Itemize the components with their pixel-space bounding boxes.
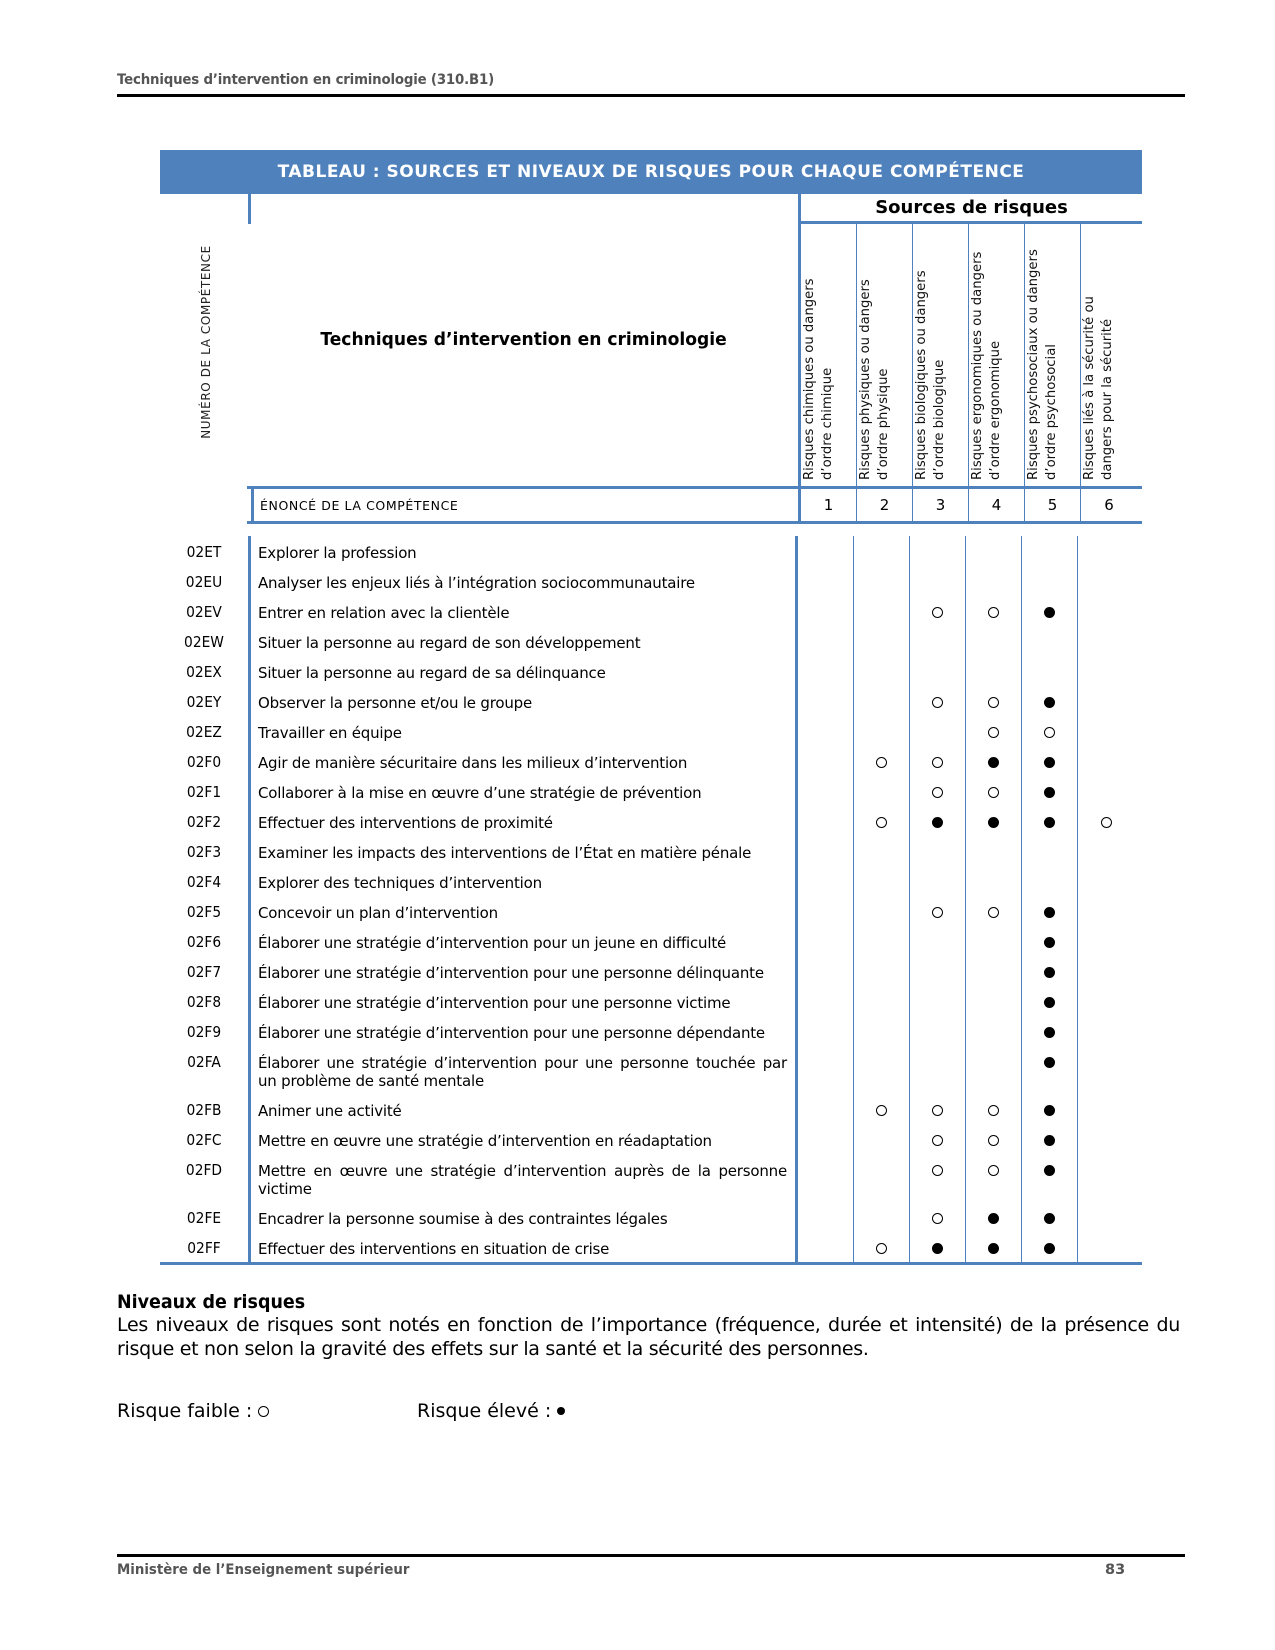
risk-cell-2 xyxy=(854,1232,910,1262)
competence-code: 02F6 xyxy=(186,933,222,951)
competence-code: 02ET xyxy=(186,543,222,561)
risk-cell-2 xyxy=(854,746,910,776)
competence-code: 02F3 xyxy=(186,843,222,861)
risk-cell-6 xyxy=(1078,1154,1134,1202)
risk-cell-4 xyxy=(966,1094,1022,1124)
risk-cell-1 xyxy=(798,866,854,896)
risk-cell-3 xyxy=(910,656,966,686)
risk-cell-1 xyxy=(798,656,854,686)
competence-statement: Agir de manière sécuritaire dans les milieux d’intervention xyxy=(248,746,795,776)
risk-cell-2 xyxy=(854,896,910,926)
risk-legend xyxy=(117,1400,565,1422)
hollow-circle-icon xyxy=(932,1105,943,1116)
risk-cell-5 xyxy=(1022,686,1078,716)
risk-cell-1 xyxy=(798,836,854,866)
risk-cell-4 xyxy=(966,626,1022,656)
risk-cell-2 xyxy=(854,1046,910,1094)
risk-cell-3 xyxy=(910,806,966,836)
hollow-circle-icon xyxy=(1101,817,1112,828)
legend-low: Risque faible : xyxy=(117,1400,417,1422)
competence-code: 02F5 xyxy=(186,903,222,921)
risk-cell-3 xyxy=(910,1046,966,1094)
hollow-circle-icon xyxy=(988,907,999,918)
filled-circle-icon xyxy=(1044,937,1055,948)
competence-statement: Entrer en relation avec la clientèle xyxy=(248,596,795,626)
risk-cell-3 xyxy=(910,776,966,806)
competence-code: 02FE xyxy=(186,1209,222,1227)
risk-cell-5 xyxy=(1022,1202,1078,1232)
statement-header-row xyxy=(160,486,1142,524)
column-header-2: Risques physiques ou dangers d’ordre physique xyxy=(857,224,913,486)
competence-code: 02F2 xyxy=(186,813,222,831)
risk-cell-1 xyxy=(798,1016,854,1046)
risk-cell-1 xyxy=(798,1046,854,1094)
risk-cell-5 xyxy=(1022,626,1078,656)
filled-circle-icon xyxy=(988,1243,999,1254)
competence-statement: Collaborer à la mise en œuvre d’une stratégie de prévention xyxy=(248,776,795,806)
risk-cell-6 xyxy=(1078,746,1134,776)
risk-cell-3 xyxy=(910,596,966,626)
risk-cell-2 xyxy=(854,1124,910,1154)
table-row xyxy=(160,956,1142,986)
table-row xyxy=(160,986,1142,1016)
risk-cell-1 xyxy=(798,806,854,836)
table-row xyxy=(160,596,1142,626)
risk-cell-6 xyxy=(1078,1016,1134,1046)
risk-cell-2 xyxy=(854,776,910,806)
risk-cell-4 xyxy=(966,836,1022,866)
filled-circle-icon xyxy=(988,817,999,828)
competence-statement: Examiner les impacts des interventions de l’État en matière pénale xyxy=(248,836,795,866)
risk-cell-4 xyxy=(966,896,1022,926)
risk-cell-3 xyxy=(910,716,966,746)
risk-cell-6 xyxy=(1078,626,1134,656)
risk-cell-3 xyxy=(910,1124,966,1154)
risk-sources-header xyxy=(798,194,1142,536)
risk-cell-2 xyxy=(854,956,910,986)
filled-circle-icon xyxy=(1044,817,1055,828)
risk-cell-4 xyxy=(966,1016,1022,1046)
risk-cell-5 xyxy=(1022,536,1078,566)
competence-code: 02EX xyxy=(186,663,222,681)
risk-cell-3 xyxy=(910,866,966,896)
hollow-circle-icon xyxy=(1044,727,1055,738)
risk-cell-4 xyxy=(966,986,1022,1016)
hollow-circle-icon xyxy=(932,757,943,768)
filled-circle-icon xyxy=(1044,1165,1055,1176)
competence-code: 02EW xyxy=(184,633,224,651)
risk-cell-2 xyxy=(854,986,910,1016)
hollow-circle-icon xyxy=(258,1406,269,1417)
risk-cell-6 xyxy=(1078,656,1134,686)
risk-cell-5 xyxy=(1022,596,1078,626)
competence-code: 02EV xyxy=(186,603,222,621)
statement-label: ÉNONCÉ DE LA COMPÉTENCE xyxy=(251,489,458,521)
hollow-circle-icon xyxy=(932,607,943,618)
header-rule xyxy=(117,94,1185,97)
risk-cell-5 xyxy=(1022,866,1078,896)
table-row xyxy=(160,1202,1142,1232)
hollow-circle-icon xyxy=(932,1213,943,1224)
competence-statement: Élaborer une stratégie d’intervention pour une personne victime xyxy=(248,986,795,1016)
risk-cell-1 xyxy=(798,1154,854,1202)
risk-cell-6 xyxy=(1078,686,1134,716)
risk-cell-3 xyxy=(910,956,966,986)
risk-cell-1 xyxy=(798,896,854,926)
risk-cell-3 xyxy=(910,1016,966,1046)
risk-cell-4 xyxy=(966,1154,1022,1202)
column-number-5: 5 xyxy=(1025,489,1081,521)
filled-circle-icon xyxy=(1044,1135,1055,1146)
filled-circle-icon xyxy=(557,1407,565,1415)
risk-cell-1 xyxy=(798,776,854,806)
risk-cell-3 xyxy=(910,1202,966,1232)
risk-cell-1 xyxy=(798,956,854,986)
risk-cell-5 xyxy=(1022,776,1078,806)
risk-cell-3 xyxy=(910,686,966,716)
column-number-4: 4 xyxy=(969,489,1025,521)
risk-cell-1 xyxy=(798,926,854,956)
competence-code: 02F7 xyxy=(186,963,222,981)
competence-statement: Élaborer une stratégie d’intervention pour une personne touchée par un problème de santé mentale xyxy=(248,1046,795,1094)
competence-code: 02FA xyxy=(187,1053,221,1071)
competence-code: 02FD xyxy=(185,1161,223,1179)
hollow-circle-icon xyxy=(988,787,999,798)
divider xyxy=(248,194,251,224)
risk-cell-2 xyxy=(854,836,910,866)
competence-statement: Élaborer une stratégie d’intervention pour une personne délinquante xyxy=(248,956,795,986)
risk-cell-6 xyxy=(1078,986,1134,1016)
hollow-circle-icon xyxy=(932,787,943,798)
hollow-circle-icon xyxy=(988,697,999,708)
risk-cell-3 xyxy=(910,566,966,596)
risk-cell-5 xyxy=(1022,716,1078,746)
competence-statement: Observer la personne et/ou le groupe xyxy=(248,686,795,716)
competence-statement: Élaborer une stratégie d’intervention pour une personne dépendante xyxy=(248,1016,795,1046)
risk-cell-4 xyxy=(966,1046,1022,1094)
risk-cell-4 xyxy=(966,776,1022,806)
risk-levels-text: Les niveaux de risques sont notés en fonction de l’importance (fréquence, durée et intensité) de la présence du risque et non selon la gravité des effets sur la santé et la sécurité des personnes. xyxy=(117,1314,1180,1360)
risk-cell-2 xyxy=(854,1202,910,1232)
filled-circle-icon xyxy=(1044,1213,1055,1224)
risk-cell-1 xyxy=(798,1202,854,1232)
document-title: Techniques d’intervention en criminologie (310.B1) xyxy=(117,72,495,88)
risk-cell-6 xyxy=(1078,1046,1134,1094)
risk-cell-3 xyxy=(910,1094,966,1124)
competence-code: 02F1 xyxy=(186,783,222,801)
risk-cell-3 xyxy=(910,626,966,656)
risk-cell-2 xyxy=(854,716,910,746)
table-row xyxy=(160,536,1142,566)
competence-code: 02EZ xyxy=(186,723,222,741)
competence-code: 02EY xyxy=(186,693,222,711)
risk-levels-heading: Niveaux de risques xyxy=(117,1291,306,1313)
footer-rule xyxy=(117,1554,1185,1557)
footer-organization: Ministère de l’Enseignement supérieur xyxy=(117,1562,410,1578)
risk-cell-4 xyxy=(966,1232,1022,1262)
risk-cell-2 xyxy=(854,626,910,656)
competence-code: 02FC xyxy=(186,1131,222,1149)
risk-cell-1 xyxy=(798,986,854,1016)
table-row xyxy=(160,1232,1142,1262)
risk-cell-6 xyxy=(1078,896,1134,926)
filled-circle-icon xyxy=(1044,697,1055,708)
competence-code: 02F9 xyxy=(186,1023,222,1041)
risk-cell-6 xyxy=(1078,1232,1134,1262)
hollow-circle-icon xyxy=(876,1105,887,1116)
risk-cell-5 xyxy=(1022,1232,1078,1262)
risk-cell-6 xyxy=(1078,596,1134,626)
table-row xyxy=(160,926,1142,956)
risk-cell-2 xyxy=(854,1016,910,1046)
page-number: 83 xyxy=(1105,1562,1126,1578)
column-number-6: 6 xyxy=(1104,496,1114,514)
program-title: Techniques d’intervention en criminologie xyxy=(320,328,727,350)
risk-cell-4 xyxy=(966,686,1022,716)
competence-number-header: NUMÉRO DE LA COMPÉTENCE xyxy=(199,245,213,439)
risk-cell-4 xyxy=(966,956,1022,986)
hollow-circle-icon xyxy=(876,1243,887,1254)
filled-circle-icon xyxy=(932,817,943,828)
sources-title: Sources de risques xyxy=(798,194,1142,224)
risk-cell-2 xyxy=(854,536,910,566)
filled-circle-icon xyxy=(1044,1105,1055,1116)
filled-circle-icon xyxy=(932,1243,943,1254)
filled-circle-icon xyxy=(988,757,999,768)
table-row xyxy=(160,836,1142,866)
risk-cell-6 xyxy=(1078,926,1134,956)
risk-cell-3 xyxy=(910,536,966,566)
risk-cell-2 xyxy=(854,806,910,836)
hollow-circle-icon xyxy=(876,817,887,828)
risk-cell-5 xyxy=(1022,986,1078,1016)
risk-cell-3 xyxy=(910,1232,966,1262)
table-row xyxy=(160,656,1142,686)
risk-cell-3 xyxy=(910,836,966,866)
table-row xyxy=(160,1046,1142,1094)
risk-cell-4 xyxy=(966,656,1022,686)
filled-circle-icon xyxy=(1044,967,1055,978)
competence-statement: Concevoir un plan d’intervention xyxy=(248,896,795,926)
risk-cell-5 xyxy=(1022,1094,1078,1124)
risk-cell-5 xyxy=(1022,656,1078,686)
table-row xyxy=(160,1154,1142,1202)
column-number-2: 2 xyxy=(857,489,913,521)
table-row xyxy=(160,896,1142,926)
risk-cell-4 xyxy=(966,716,1022,746)
risk-cell-1 xyxy=(798,626,854,656)
competence-statement: Mettre en œuvre une stratégie d’intervention en réadaptation xyxy=(248,1124,795,1154)
competence-statement: Élaborer une stratégie d’intervention pour un jeune en difficulté xyxy=(248,926,795,956)
competence-code: 02FB xyxy=(186,1101,222,1119)
risk-cell-5 xyxy=(1022,956,1078,986)
risk-cell-6 xyxy=(1078,956,1134,986)
competence-statement: Encadrer la personne soumise à des contraintes légales xyxy=(248,1202,795,1232)
risk-cell-6 xyxy=(1078,1124,1134,1154)
risk-cell-2 xyxy=(854,656,910,686)
table-banner: TABLEAU : SOURCES ET NIVEAUX DE RISQUES POUR CHAQUE COMPÉTENCE xyxy=(160,150,1142,194)
risk-cell-5 xyxy=(1022,1046,1078,1094)
competence-statement: Effectuer des interventions de proximité xyxy=(248,806,795,836)
risk-cell-1 xyxy=(798,1232,854,1262)
column-header-6: Risques liés à la sécurité ou dangers pour la sécurité xyxy=(1082,296,1115,480)
risk-cell-5 xyxy=(1022,566,1078,596)
risk-cell-2 xyxy=(854,596,910,626)
risk-cell-4 xyxy=(966,806,1022,836)
table-row xyxy=(160,866,1142,896)
risk-cell-3 xyxy=(910,746,966,776)
risk-cell-2 xyxy=(854,866,910,896)
risk-cell-5 xyxy=(1022,926,1078,956)
risk-cell-6 xyxy=(1078,1202,1134,1232)
hollow-circle-icon xyxy=(988,607,999,618)
column-number-3: 3 xyxy=(913,489,969,521)
hollow-circle-icon xyxy=(932,1165,943,1176)
competence-code: 02F8 xyxy=(186,993,222,1011)
table-row xyxy=(160,806,1142,836)
page-footer xyxy=(117,1554,1185,1578)
risk-cell-2 xyxy=(854,926,910,956)
risk-cell-3 xyxy=(910,986,966,1016)
table-row xyxy=(160,686,1142,716)
risk-cell-1 xyxy=(798,716,854,746)
legend-high: Risque élevé : xyxy=(417,1400,565,1422)
risk-cell-1 xyxy=(798,1124,854,1154)
risk-cell-3 xyxy=(910,1154,966,1202)
competence-statement: Explorer la profession xyxy=(248,536,795,566)
filled-circle-icon xyxy=(1044,1027,1055,1038)
risk-cell-2 xyxy=(854,1154,910,1202)
risk-cell-1 xyxy=(798,566,854,596)
hollow-circle-icon xyxy=(932,697,943,708)
risk-cell-6 xyxy=(1078,1094,1134,1124)
risk-cell-6 xyxy=(1078,716,1134,746)
risk-cell-4 xyxy=(966,536,1022,566)
risk-cell-2 xyxy=(854,566,910,596)
risk-cell-3 xyxy=(910,926,966,956)
competence-code: 02F4 xyxy=(186,873,222,891)
risk-table xyxy=(160,150,1142,1265)
column-header-4: Risques ergonomiques ou dangers d’ordre ergonomique xyxy=(969,224,1025,486)
risk-cell-2 xyxy=(854,686,910,716)
risk-cell-4 xyxy=(966,596,1022,626)
risk-cell-1 xyxy=(798,746,854,776)
competence-statement: Situer la personne au regard de son développement xyxy=(248,626,795,656)
hollow-circle-icon xyxy=(932,907,943,918)
table-body xyxy=(160,536,1142,1265)
hollow-circle-icon xyxy=(988,1105,999,1116)
risk-cell-6 xyxy=(1078,836,1134,866)
risk-cell-5 xyxy=(1022,896,1078,926)
risk-cell-4 xyxy=(966,566,1022,596)
competence-statement: Effectuer des interventions en situation de crise xyxy=(248,1232,795,1262)
risk-cell-5 xyxy=(1022,836,1078,866)
filled-circle-icon xyxy=(1044,907,1055,918)
competence-statement: Explorer des techniques d’intervention xyxy=(248,866,795,896)
filled-circle-icon xyxy=(1044,997,1055,1008)
risk-cell-5 xyxy=(1022,1124,1078,1154)
risk-cell-5 xyxy=(1022,1016,1078,1046)
hollow-circle-icon xyxy=(876,757,887,768)
column-headers xyxy=(798,224,1142,486)
risk-levels-section xyxy=(117,1291,1180,1361)
competence-code: 02FF xyxy=(187,1239,221,1257)
risk-cell-4 xyxy=(966,1202,1022,1232)
risk-cell-3 xyxy=(910,896,966,926)
competence-code: 02F0 xyxy=(186,753,222,771)
page-header xyxy=(117,72,1185,88)
risk-cell-2 xyxy=(854,1094,910,1124)
competence-statement: Travailler en équipe xyxy=(248,716,795,746)
risk-cell-6 xyxy=(1078,776,1134,806)
risk-cell-5 xyxy=(1022,746,1078,776)
risk-cell-1 xyxy=(798,536,854,566)
competence-code: 02EU xyxy=(185,573,223,591)
risk-cell-1 xyxy=(798,686,854,716)
competence-statement: Animer une activité xyxy=(248,1094,795,1124)
table-row xyxy=(160,1124,1142,1154)
table-row xyxy=(160,1094,1142,1124)
competence-statement: Analyser les enjeux liés à l’intégration sociocommunautaire xyxy=(248,566,795,596)
column-header-5: Risques psychosociaux ou dangers d’ordre psychosocial xyxy=(1025,224,1081,486)
risk-cell-6 xyxy=(1078,566,1134,596)
table-row xyxy=(160,776,1142,806)
filled-circle-icon xyxy=(1044,757,1055,768)
risk-cell-4 xyxy=(966,926,1022,956)
risk-cell-6 xyxy=(1078,866,1134,896)
risk-cell-6 xyxy=(1078,806,1134,836)
filled-circle-icon xyxy=(1044,1243,1055,1254)
hollow-circle-icon xyxy=(988,727,999,738)
table-row xyxy=(160,746,1142,776)
risk-cell-4 xyxy=(966,746,1022,776)
hollow-circle-icon xyxy=(988,1165,999,1176)
table-row xyxy=(160,566,1142,596)
competence-statement: Situer la personne au regard de sa délinquance xyxy=(248,656,795,686)
column-header-1: Risques chimiques ou dangers d’ordre chimique xyxy=(801,224,857,486)
risk-cell-1 xyxy=(798,596,854,626)
column-numbers xyxy=(798,489,1142,521)
column-number-1: 1 xyxy=(801,489,857,521)
filled-circle-icon xyxy=(1044,787,1055,798)
competence-statement: Mettre en œuvre une stratégie d’intervention auprès de la personne victime xyxy=(248,1154,795,1202)
filled-circle-icon xyxy=(1044,1057,1055,1068)
hollow-circle-icon xyxy=(932,1135,943,1146)
filled-circle-icon xyxy=(988,1213,999,1224)
hollow-circle-icon xyxy=(988,1135,999,1146)
table-row xyxy=(160,626,1142,656)
risk-cell-6 xyxy=(1078,536,1134,566)
risk-cell-1 xyxy=(798,1094,854,1124)
table-row xyxy=(160,1016,1142,1046)
table-header xyxy=(160,194,1142,536)
risk-cell-5 xyxy=(1022,1154,1078,1202)
table-row xyxy=(160,716,1142,746)
risk-cell-5 xyxy=(1022,806,1078,836)
risk-cell-4 xyxy=(966,1124,1022,1154)
column-header-3: Risques biologiques ou dangers d’ordre biologique xyxy=(913,224,969,486)
filled-circle-icon xyxy=(1044,607,1055,618)
risk-cell-4 xyxy=(966,866,1022,896)
